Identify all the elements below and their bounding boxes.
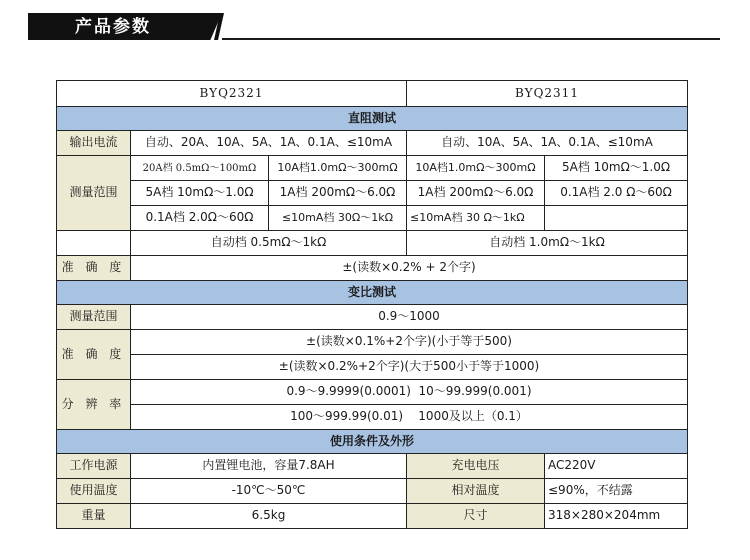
range-cell: 1A档 200mΩ～6.0Ω: [269, 181, 407, 206]
range-cell-empty: [545, 206, 688, 231]
range-cell: 10A档1.0mΩ～300mΩ: [407, 156, 545, 181]
label-dc-accuracy: 准 确 度: [57, 256, 131, 281]
spec-table: [56, 80, 688, 529]
charge-voltage-value: AC220V: [545, 454, 688, 479]
table-row: [57, 131, 688, 156]
model-left: BYQ2321: [57, 81, 407, 107]
range-cell: 5A档 10mΩ～1.0Ω: [131, 181, 269, 206]
label-dimensions: 尺寸: [407, 504, 545, 529]
label-measure-range: 测量范围: [57, 156, 131, 231]
table-row: [57, 231, 688, 256]
section-row: [57, 430, 688, 454]
ratio-range-value: 0.9～1000: [131, 305, 688, 330]
label-ratio-resolution: 分 辨 率: [57, 380, 131, 430]
model-right: BYQ2311: [407, 81, 688, 107]
label-temperature: 使用温度: [57, 479, 131, 504]
section-ratio: 变比测试: [57, 281, 688, 305]
table-row: [57, 206, 688, 231]
label-ratio-accuracy: 准 确 度: [57, 330, 131, 380]
humidity-value: ≤90%，不结露: [545, 479, 688, 504]
section-row: [57, 107, 688, 131]
dc-accuracy-value: ±(读数×0.2% + 2个字): [131, 256, 688, 281]
weight-value: 6.5kg: [131, 504, 407, 529]
label-humidity: 相对温度: [407, 479, 545, 504]
output-current-right: 自动、10A、5A、1A、0.1A、≤10mA: [407, 131, 688, 156]
range-cell: 20A档 0.5mΩ～100mΩ: [131, 156, 269, 181]
section-row: [57, 281, 688, 305]
table-row: [57, 504, 688, 529]
section-dc-resistance: 直阻测试: [57, 107, 688, 131]
ratio-resolution-line2: 100～999.99(0.01) 1000及以上（0.1）: [131, 405, 688, 430]
dimensions-value: 318×280×204mm: [545, 504, 688, 529]
label-charge-voltage: 充电电压: [407, 454, 545, 479]
range-cell: 0.1A档 2.0 Ω～60Ω: [545, 181, 688, 206]
ratio-resolution-line1: 0.9～9.9999(0.0001) 10～99.999(0.001): [131, 380, 688, 405]
table-row: [57, 256, 688, 281]
power-value: 内置锂电池，容量7.8AH: [131, 454, 407, 479]
section-conditions: 使用条件及外形: [57, 430, 688, 454]
label-output-current: 输出电流: [57, 131, 131, 156]
label-weight: 重量: [57, 504, 131, 529]
label-power: 工作电源: [57, 454, 131, 479]
range-cell: 0.1A档 2.0Ω～60Ω: [131, 206, 269, 231]
range-cell: 1A档 200mΩ～6.0Ω: [407, 181, 545, 206]
ratio-accuracy-line2: ±(读数×0.2%+2个字)(大于500小于等于1000): [131, 355, 688, 380]
range-cell: ≤10mA档 30 Ω～1kΩ: [407, 206, 545, 231]
range-cell: ≤10mA档 30Ω～1kΩ: [269, 206, 407, 231]
range-label-spacer: [57, 231, 131, 256]
header-divider: [222, 38, 720, 40]
table-row: [57, 330, 688, 355]
table-row: [57, 181, 688, 206]
ratio-accuracy-line1: ±(读数×0.1%+2个字)(小于等于500): [131, 330, 688, 355]
table-row: [57, 156, 688, 181]
table-row: [57, 405, 688, 430]
table-row: [57, 355, 688, 380]
range-auto-right: 自动档 1.0mΩ～1kΩ: [407, 231, 688, 256]
table-row: [57, 454, 688, 479]
range-auto-left: 自动档 0.5mΩ～1kΩ: [131, 231, 407, 256]
label-ratio-range: 测量范围: [57, 305, 131, 330]
table-row: [57, 380, 688, 405]
range-cell: 10A档1.0mΩ～300mΩ: [269, 156, 407, 181]
model-row: [57, 81, 688, 107]
output-current-left: 自动、20A、10A、5A、1A、0.1A、≤10mA: [131, 131, 407, 156]
temperature-value: -10℃～50℃: [131, 479, 407, 504]
range-cell: 5A档 10mΩ～1.0Ω: [545, 156, 688, 181]
page-title: 产品参数: [75, 17, 151, 37]
table-row: [57, 479, 688, 504]
table-row: [57, 305, 688, 330]
